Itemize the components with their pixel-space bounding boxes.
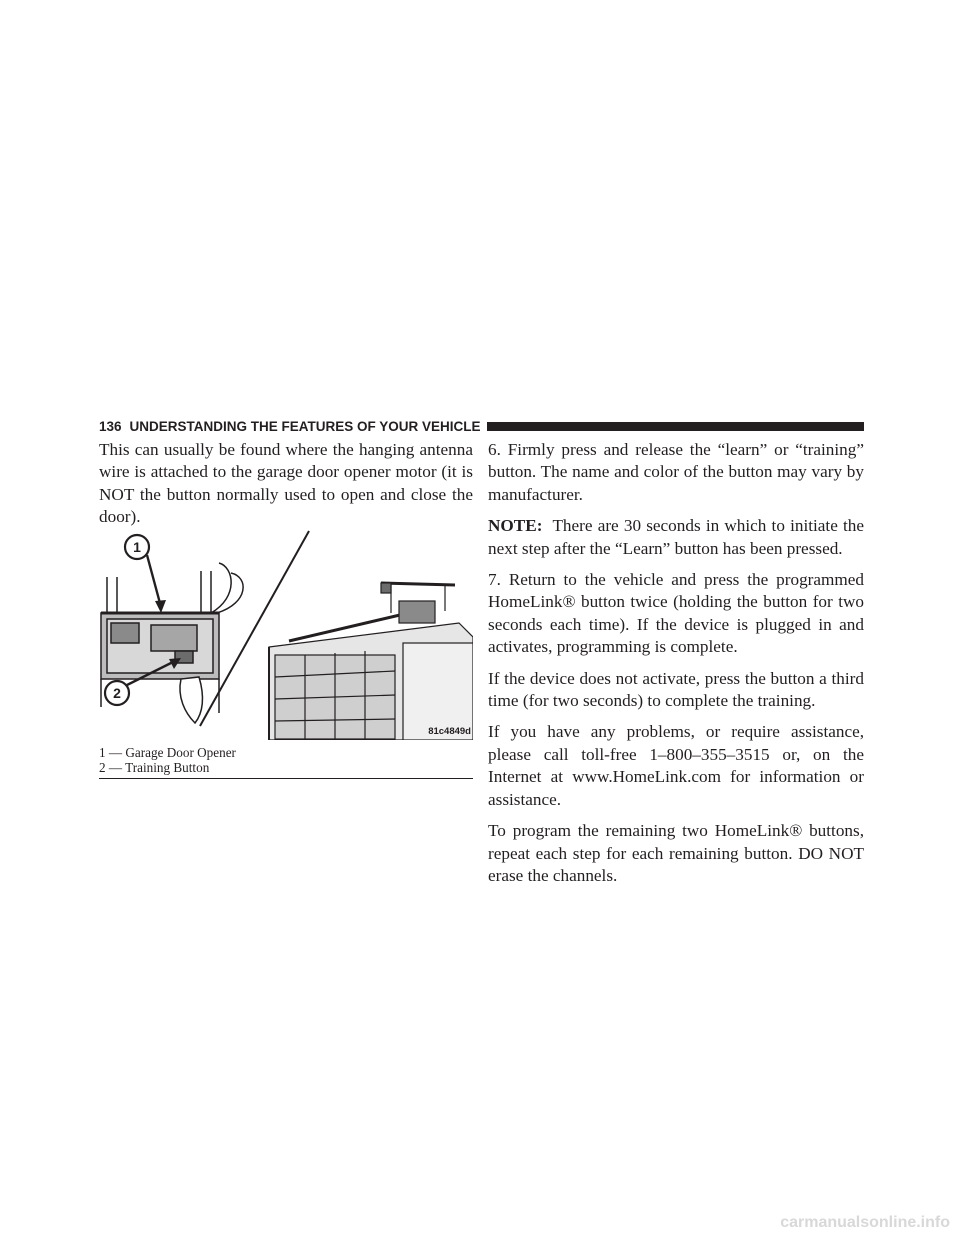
caption-line-2: 2 — Training Button <box>99 759 210 775</box>
header-rule <box>487 422 864 431</box>
note-paragraph <box>488 515 864 560</box>
third-press-paragraph: If the device does not activate, press the button a third time (for two seconds) to complete the training. <box>488 668 864 711</box>
step-6-paragraph: 6. Firmly press and release the “learn” or “training” button. The name and color of the button may vary by manufacturer. <box>488 440 864 504</box>
left-column <box>99 439 473 538</box>
note-label: NOTE: <box>488 516 543 536</box>
intro-paragraph: This can usually be found where the hanging antenna wire is attached to the garage door opener motor (it is NOT the button normally used to open and close the door). <box>99 440 473 527</box>
callout-1 <box>125 535 166 613</box>
image-code: 81c4849d <box>428 726 471 737</box>
garage-opener-illustration <box>99 527 473 740</box>
watermark: carmanualsonline.info <box>780 1214 950 1231</box>
callout-2-label: 2 <box>113 685 121 701</box>
figure-caption <box>99 746 473 779</box>
page-header <box>99 416 864 436</box>
step-7-paragraph: 7. Return to the vehicle and press the programmed HomeLink® button twice (holding the button for two seconds each time). If the device is plugged in and activates, programming is complete. <box>488 570 864 657</box>
caption-line-1: 1 — Garage Door Opener <box>99 745 236 760</box>
garage-door-drawing <box>269 583 473 740</box>
note-text: There are 30 seconds in which to initiate the next step after the “Learn” button has been pressed. <box>488 516 864 558</box>
right-column <box>488 439 864 896</box>
remaining-buttons-paragraph: To program the remaining two HomeLink® buttons, repeat each step for each remaining button. DO NOT erase the channels. <box>488 821 864 885</box>
assistance-paragraph: If you have any problems, or require assistance, please call toll-free 1–800–355–3515 or, on the Internet at www.HomeLink.com for information or assistance. <box>488 722 864 809</box>
page-number: 136 <box>99 418 122 434</box>
callout-1-label: 1 <box>133 539 141 555</box>
section-title: UNDERSTANDING THE FEATURES OF YOUR VEHICLE <box>129 418 481 434</box>
illustration-svg <box>99 527 473 740</box>
